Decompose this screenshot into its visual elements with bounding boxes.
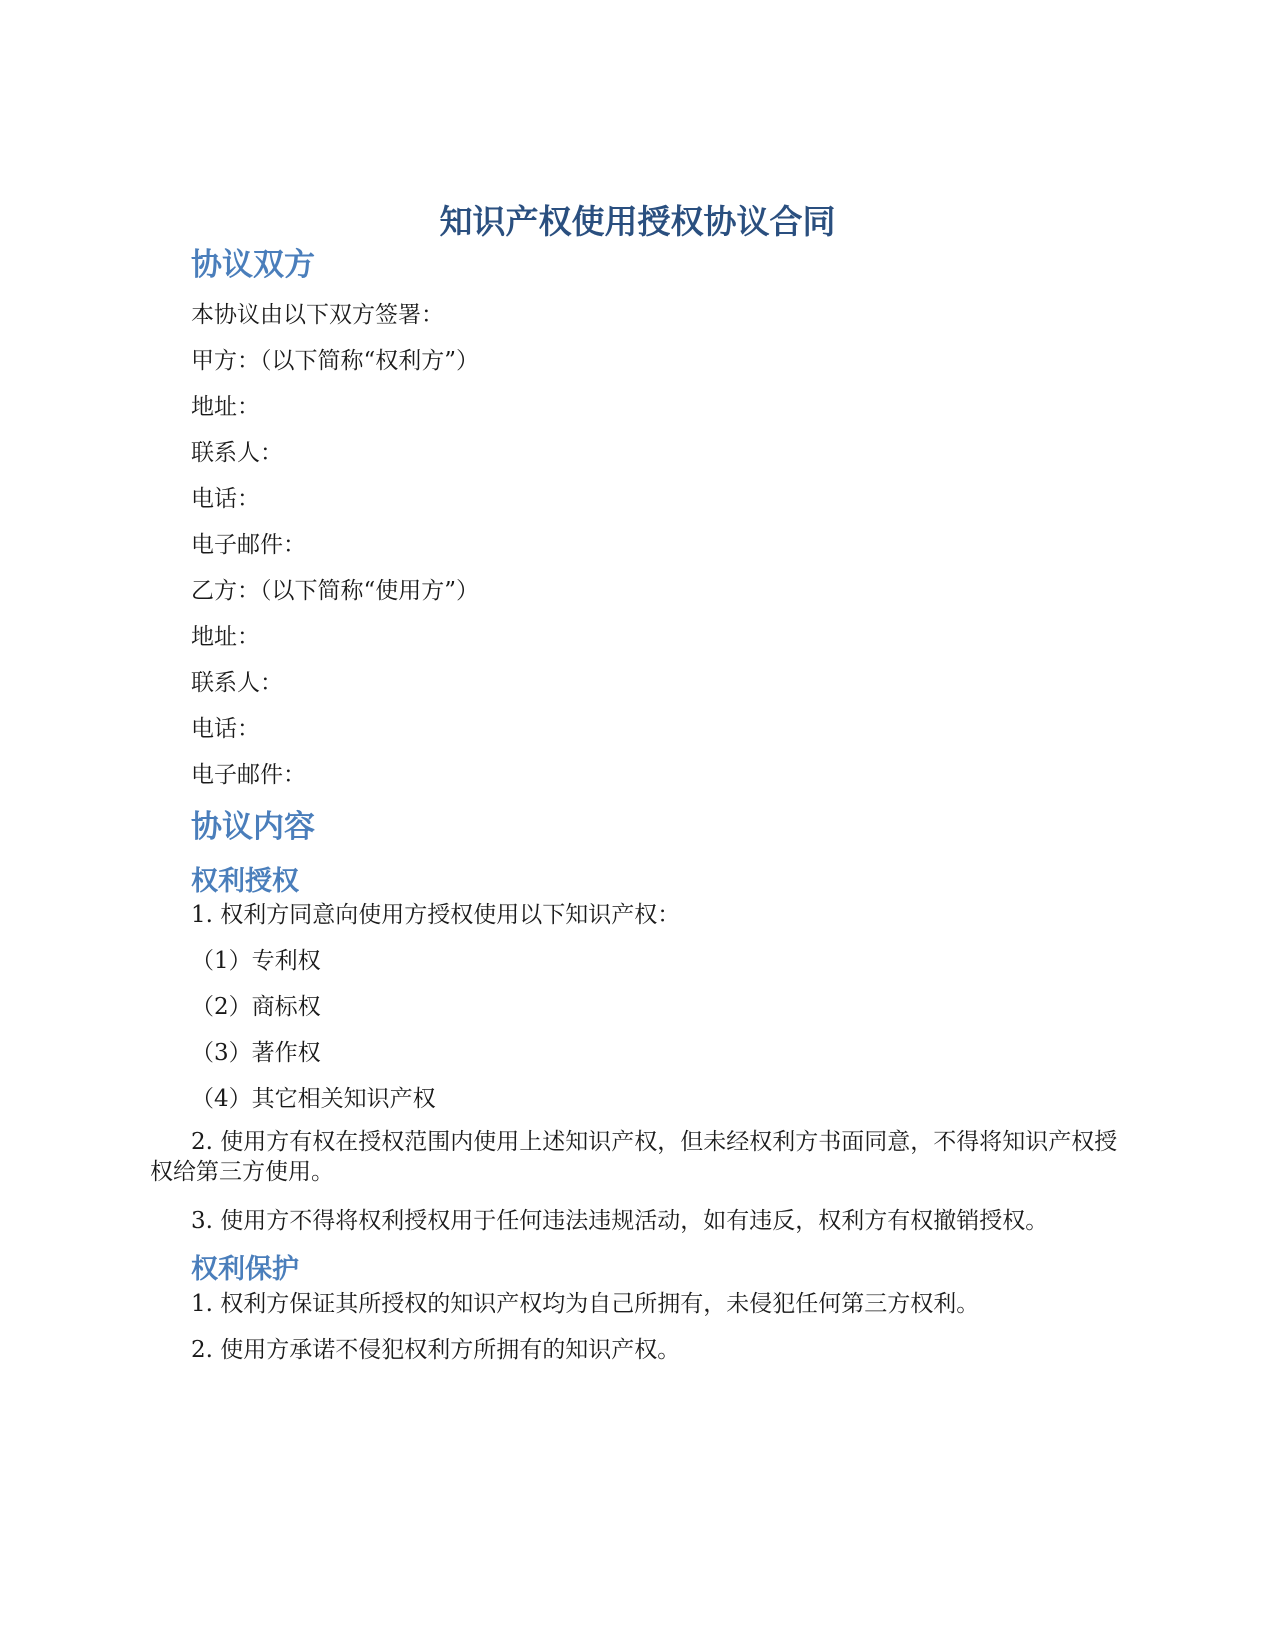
grant-item-2: 2. 使用方有权在授权范围内使用上述知识产权，但未经权利方书面同意，不得将知识产权授权给第三方使用。 — [150, 1129, 1118, 1185]
parties-intro: 本协议由以下双方签署： — [191, 302, 444, 328]
party-a-phone: 电话： — [191, 486, 260, 512]
party-a-label: 甲方：（以下简称“权利方”） — [191, 348, 480, 374]
party-b-label: 乙方：（以下简称“使用方”） — [191, 578, 480, 604]
document-title: 知识产权使用授权协议合同 — [439, 202, 836, 241]
party-b-phone: 电话： — [191, 716, 260, 742]
protection-item-2: 2. 使用方承诺不侵犯权利方所拥有的知识产权。 — [191, 1337, 681, 1363]
grant-sub-2: （2）商标权 — [191, 994, 321, 1020]
protection-item-1: 1. 权利方保证其所授权的知识产权均为自己所拥有，未侵犯任何第三方权利。 — [191, 1291, 980, 1317]
party-a-address: 地址： — [191, 394, 260, 420]
grant-item-3: 3. 使用方不得将权利授权用于任何违法违规活动，如有违反，权利方有权撤销授权。 — [191, 1208, 1049, 1234]
party-a-contact: 联系人： — [191, 440, 283, 466]
heading-content: 协议内容 — [191, 809, 315, 845]
heading-protection: 权利保护 — [191, 1254, 299, 1285]
party-b-email: 电子邮件： — [191, 762, 306, 788]
grant-sub-1: （1）专利权 — [191, 948, 321, 974]
party-b-contact: 联系人： — [191, 670, 283, 696]
party-a-email: 电子邮件： — [191, 532, 306, 558]
grant-sub-4: （4）其它相关知识产权 — [191, 1086, 436, 1112]
heading-parties: 协议双方 — [191, 247, 315, 283]
grant-item-1: 1. 权利方同意向使用方授权使用以下知识产权： — [191, 902, 681, 928]
party-b-address: 地址： — [191, 624, 260, 650]
heading-grant: 权利授权 — [191, 866, 299, 897]
grant-sub-3: （3）著作权 — [191, 1040, 321, 1066]
